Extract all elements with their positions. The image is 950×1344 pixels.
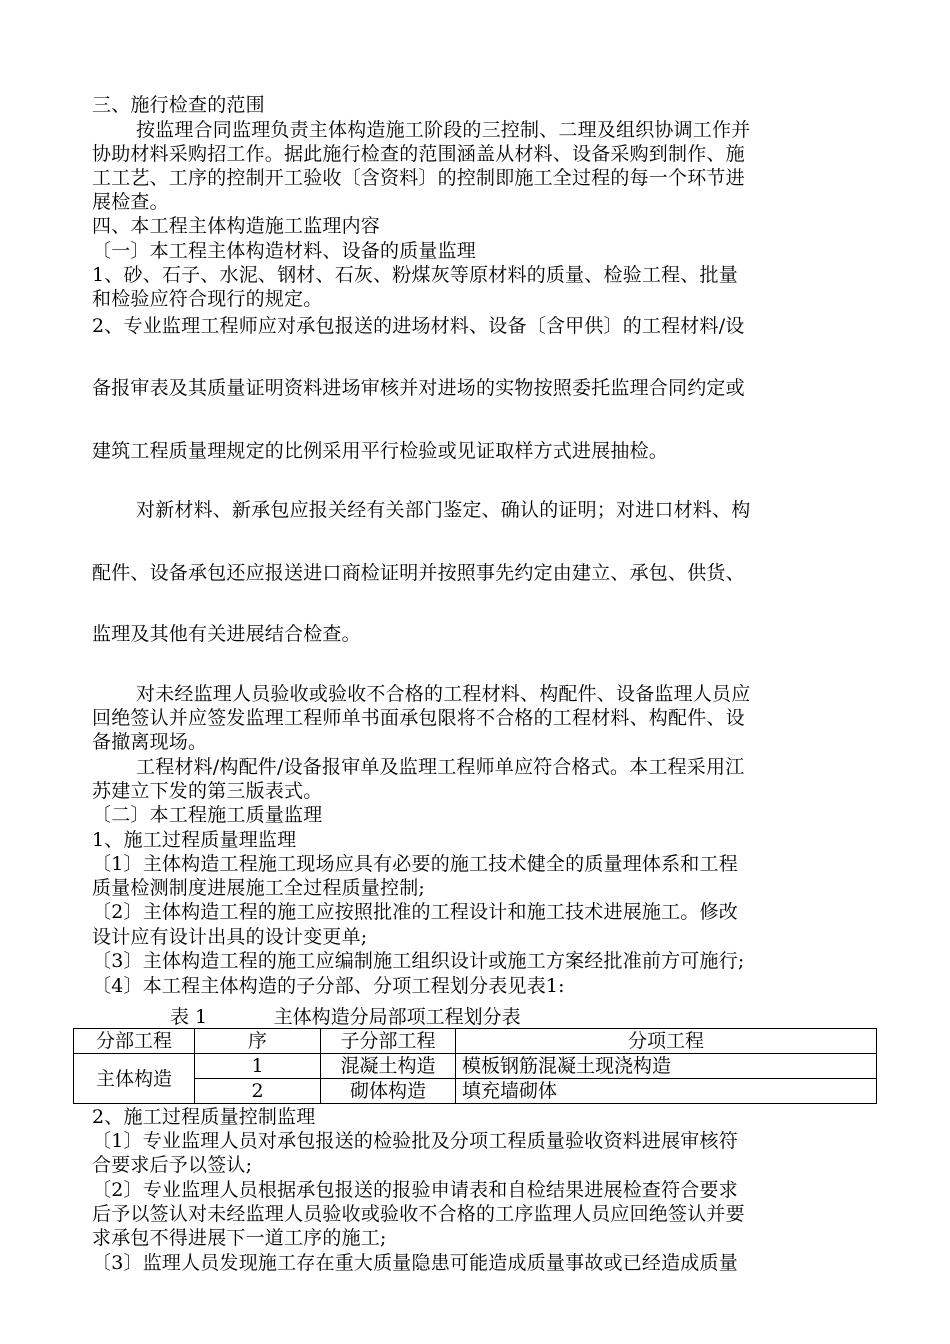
paragraph-line: 〔4〕本工程主体构造的子分部、分项工程划分表见表1: [92, 975, 565, 997]
paragraph-line: 〔1〕主体构造工程施工现场应具有必要的施工技术健全的质量理体系和工程 [92, 853, 738, 875]
table-row [74, 1079, 877, 1104]
paragraph-line: 工工艺、工序的控制开工验收〔含资料〕的控制即施工全过程的每一个环节进 [92, 167, 745, 189]
table-cell: 1 [195, 1054, 321, 1079]
paragraph-line: 〔1〕专业监理人员对承包报送的检验批及分项工程质量验收资料进展审核符 [92, 1130, 738, 1152]
section-heading-3: 三、施行检查的范围 [92, 94, 265, 116]
table-caption [170, 1005, 521, 1029]
table-header-row [74, 1029, 877, 1054]
paragraph-line: 工程材料/构配件/设备报审单及监理工程师单应符合格式。本工程采用江 [136, 756, 745, 778]
section-heading-4: 四、本工程主体构造施工监理内容 [92, 215, 381, 237]
division-table [73, 1028, 877, 1104]
paragraph-line: 后予以签认对未经监理人员验收或验收不合格的工序监理人员应回绝签认并要 [92, 1203, 745, 1225]
table-caption-title: 主体构造分局部项工程划分表 [273, 1006, 521, 1028]
paragraph-line: 质量检测制度进展施工全过程质量控制; [92, 877, 426, 899]
paragraph-line: 〔2〕专业监理人员根据承包报送的报验申请表和自检结果进展检查符合要求 [92, 1179, 738, 1201]
paragraph-line: 求承包不得进展下一道工序的施工; [92, 1227, 387, 1249]
paragraph-line: 〔2〕主体构造工程的施工应按照批准的工程设计和施工技术进展施工。修改 [92, 901, 738, 923]
paragraph-line: 1、砂、石子、水泥、钢材、石灰、粉煤灰等原材料的质量、检验工程、批量 [92, 264, 738, 286]
table-caption-label: 表 1 [170, 1006, 208, 1028]
table-cell: 模板钢筋混凝土现浇构造 [456, 1054, 877, 1079]
subsection-heading: 〔一〕本工程主体构造材料、设备的质量监理 [92, 240, 477, 262]
paragraph-line: 展检查。 [92, 191, 169, 213]
table-cell: 砌体构造 [321, 1079, 456, 1104]
paragraph-line: 监理及其他有关进展结合检查。 [92, 623, 361, 645]
table-row [74, 1054, 877, 1079]
paragraph-line: 〔3〕监理人员发现施工存在重大质量隐患可能造成质量事故或已经造成质量 [92, 1252, 738, 1274]
paragraph-line: 对新材料、新承包应报关经有关部门鉴定、确认的证明；对进口材料、构 [136, 499, 751, 521]
paragraph-line: 备撤离现场。 [92, 731, 208, 753]
paragraph-line: 设计应有设计出具的设计变更单; [92, 926, 368, 948]
table-header-cell: 分项工程 [456, 1029, 877, 1054]
paragraph-line: 〔3〕主体构造工程的施工应编制施工组织设计或施工方案经批准前方可施行; [92, 950, 745, 972]
paragraph-line: 2、专业监理工程师应对承包报送的进场材料、设备〔含甲供〕的工程材料/设 [92, 315, 745, 337]
item-heading: 2、施工过程质量控制监理 [92, 1106, 316, 1128]
table-cell: 混凝土构造 [321, 1054, 456, 1079]
table-cell-group: 主体构造 [74, 1054, 195, 1104]
paragraph-line: 配件、设备承包还应报送进口商检证明并按照事先约定由建立、承包、供货、 [92, 562, 745, 584]
paragraph-line: 备报审表及其质量证明资料进场审核并对进场的实物按照委托监理合同约定或 [92, 377, 745, 399]
subsection-heading: 〔二〕本工程施工质量监理 [92, 804, 323, 826]
item-heading: 1、施工过程质量理监理 [92, 829, 297, 851]
paragraph-line: 和检验应符合现行的规定。 [92, 288, 323, 310]
paragraph-line: 对未经监理人员验收或验收不合格的工程材料、构配件、设备监理人员应 [136, 683, 751, 705]
table-cell: 填充墙砌体 [456, 1079, 877, 1104]
table-header-cell: 分部工程 [74, 1029, 195, 1054]
paragraph-line: 回绝签认并应签发监理工程师单书面承包限将不合格的工程材料、构配件、设 [92, 707, 745, 729]
paragraph-line: 按监理合同监理负责主体构造施工阶段的三控制、二理及组织协调工作并 [136, 119, 751, 141]
paragraph-line: 建筑工程质量理规定的比例采用平行检验或见证取样方式进展抽检。 [92, 440, 669, 462]
paragraph-line: 合要求后予以签认; [92, 1154, 253, 1176]
table-cell: 2 [195, 1079, 321, 1104]
paragraph-line: 协助材料采购招工作。据此施行检查的范围涵盖从材料、设备采购到制作、施 [92, 143, 745, 165]
paragraph-line: 苏建立下发的第三版表式。 [92, 780, 323, 802]
table-header-cell: 序 [195, 1029, 321, 1054]
table-header-cell: 子分部工程 [321, 1029, 456, 1054]
